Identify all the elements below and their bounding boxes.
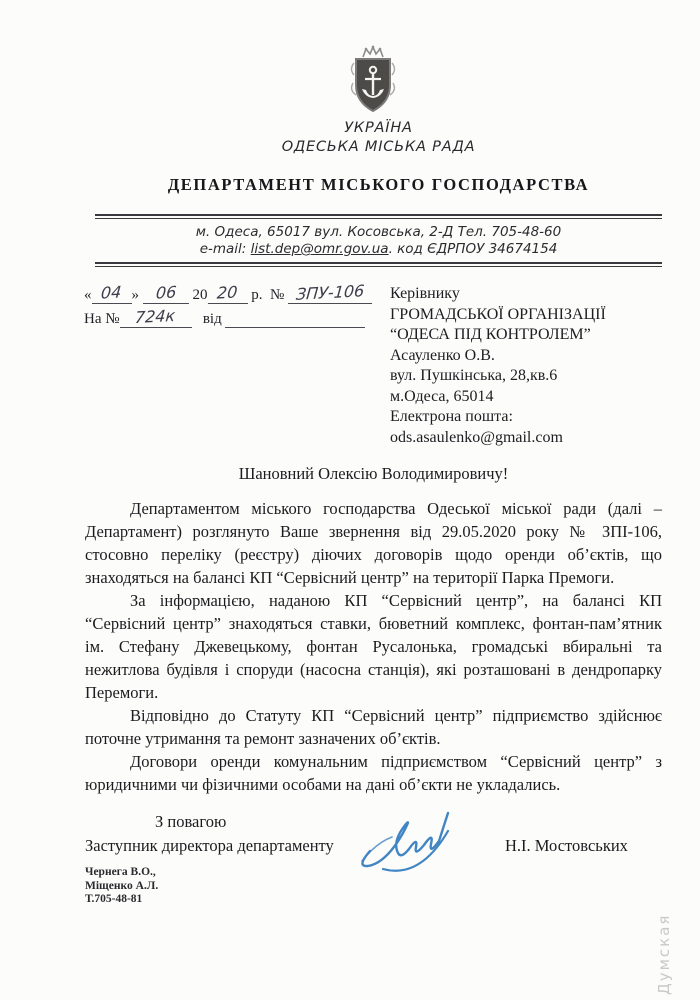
handwritten-month: 06 [154, 282, 177, 303]
from-label: від [202, 311, 222, 327]
odesa-coat-of-arms-icon [343, 45, 403, 124]
divider-top [95, 214, 662, 219]
handwritten-year: 20 [216, 282, 239, 303]
letter-body [85, 497, 662, 796]
country-title: УКРАЇНА [344, 120, 413, 136]
email-address: list.dep@omr.gov.ua [250, 241, 389, 257]
salutation: Шановний Олексію Володимировичу! [238, 464, 509, 483]
recipient-line: вул. Пушкінська, 28,кв.6 [390, 367, 558, 384]
paragraph-2: За інформацією, наданою КП “Сервісний центр”, на балансі КП “Сервісний центр” знаходяться ставки, бюветний комплекс, фонтан-пам’ятник ім. Стефану Джевецькому, фонтан Русалонька, громадські вбиральні та нежитлова будівля і споруди (насосна станція), які розташовані в дендропарку Перемоги. [85, 591, 662, 702]
executor-line: Міщенко А.Л. [85, 879, 159, 892]
letterhead-address [95, 224, 662, 258]
recipient-line: м.Одеса, 65014 [390, 387, 494, 405]
handwritten-day: 04 [100, 282, 123, 303]
from-date-field [225, 327, 365, 328]
month-field [143, 283, 189, 304]
recipient-line: Електрона пошта: [390, 408, 513, 425]
closing-phrase: З повагою [155, 812, 227, 831]
year-prefix: 20 [192, 287, 208, 303]
handwritten-signature-icon [348, 803, 488, 888]
outgoing-reference-row [84, 283, 384, 307]
executor-phone: Т.705-48-81 [85, 893, 143, 905]
paragraph-4: Договори оренди комунальним підприємством “Сервісний центр” з юридичними чи фізичними особами на дані об’єкти не укладались. [85, 752, 662, 794]
recipient-line: Асауленко О.В. [390, 346, 495, 364]
year-label: р. [251, 287, 263, 303]
paragraph-3: Відповідно до Статуту КП “Сервісний центр” підприємство здійснює поточне утримання та ремонт зазначених об’єктів. [85, 706, 662, 748]
email-suffix: . код ЄДРПОУ 34674154 [388, 241, 558, 257]
signer-position: Заступник директора департаменту [85, 836, 334, 855]
council-title: ОДЕСЬКА МІСЬКА РАДА [281, 139, 476, 155]
number-label: № [270, 287, 285, 303]
address-email-line [95, 241, 662, 258]
recipient-line: “ОДЕСА ПІД КОНТРОЛЕМ” [390, 326, 591, 343]
signer-name: Н.І. Мостовських [505, 836, 628, 855]
reference-block [84, 283, 384, 331]
incoming-number-field [120, 307, 192, 328]
executor-line: Чернега В.О., [85, 866, 156, 878]
year-field [208, 283, 248, 304]
incoming-label: На № [84, 311, 120, 327]
recipient-line: ГРОМАДСЬКОЇ ОРГАНІЗАЦІЇ [390, 305, 606, 323]
recipient-block [390, 284, 675, 448]
address-line: м. Одеса, 65017 вул. Косовська, 2-Д Тел. 705-48-60 [195, 224, 562, 240]
open-quote: « [84, 287, 92, 303]
recipient-email: ods.asaulenko@gmail.com [390, 428, 563, 446]
divider-bottom [95, 262, 662, 267]
site-watermark: Думская [655, 913, 673, 995]
close-quote: » [131, 287, 139, 303]
paragraph-1: Департаментом міського господарства Одеської міської ради (далі – Департамент) розглянуто Ваше звернення від 29.05.2020 року № ЗПІ-106, стосовно переліку (реєстру) діючих договорів щодо оренди об’єктів, що знаходяться на балансі КП “Сервісний центр” на території Парка Премоги. [85, 499, 662, 587]
day-field [92, 283, 132, 304]
outgoing-number-field [288, 283, 372, 304]
department-title: ДЕПАРТАМЕНТ МІСЬКОГО ГОСПОДАРСТВА [167, 175, 590, 194]
email-label: e-mail: [199, 241, 251, 257]
incoming-reference-row [84, 307, 384, 331]
executors-block [85, 866, 158, 907]
handwritten-incoming-number: 724к [134, 305, 177, 328]
recipient-line: Керівнику [390, 285, 460, 302]
handwritten-outgoing-number: ЗПУ-106 [295, 281, 366, 304]
